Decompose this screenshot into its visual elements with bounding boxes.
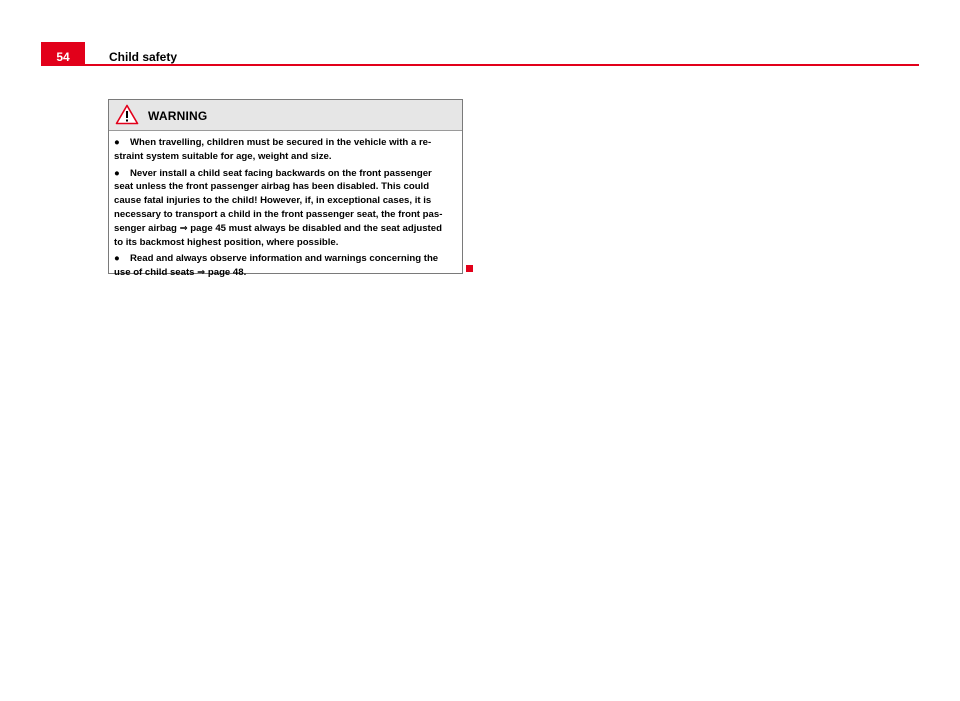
warning-box — [108, 99, 463, 279]
warning-line: senger airbag ⇒ page 45 must always be disabled and the seat adjusted — [114, 222, 442, 234]
warning-line: seat unless the front passenger airbag has been disabled. This could — [114, 181, 430, 193]
warning-header — [109, 100, 462, 131]
warning-line: Never install a child seat facing backwards on the front passenger — [130, 167, 432, 179]
warning-title: WARNING — [148, 109, 208, 123]
bullet: ● — [114, 253, 120, 265]
header-rule — [85, 64, 919, 66]
warning-line: to its backmost highest position, where possible. — [114, 236, 339, 248]
section-title: Child safety — [109, 50, 178, 64]
warning-line: When travelling, children must be secured in the vehicle with a re- — [130, 137, 432, 148]
warning-item — [114, 136, 456, 164]
warning-item — [114, 167, 456, 250]
section-end-marker — [466, 265, 473, 272]
warning-line: Read and always observe information and warnings concerning the — [130, 253, 439, 265]
warning-line: necessary to transport a child in the front passenger seat, the front pas- — [114, 208, 443, 220]
page-number-tab — [41, 42, 85, 66]
page-number: 54 — [56, 50, 70, 64]
bullet: ● — [114, 137, 120, 148]
warning-line: straint system suitable for age, weight and size. — [114, 150, 332, 162]
warning-triangle-icon — [115, 104, 139, 125]
warning-line: cause fatal injuries to the child! However, if, in exceptional cases, it is — [114, 195, 432, 207]
warning-item — [114, 252, 456, 280]
bullet: ● — [114, 167, 120, 179]
warning-line: use of child seats ⇒ page 48. — [114, 267, 247, 279]
warning-body — [109, 131, 462, 280]
